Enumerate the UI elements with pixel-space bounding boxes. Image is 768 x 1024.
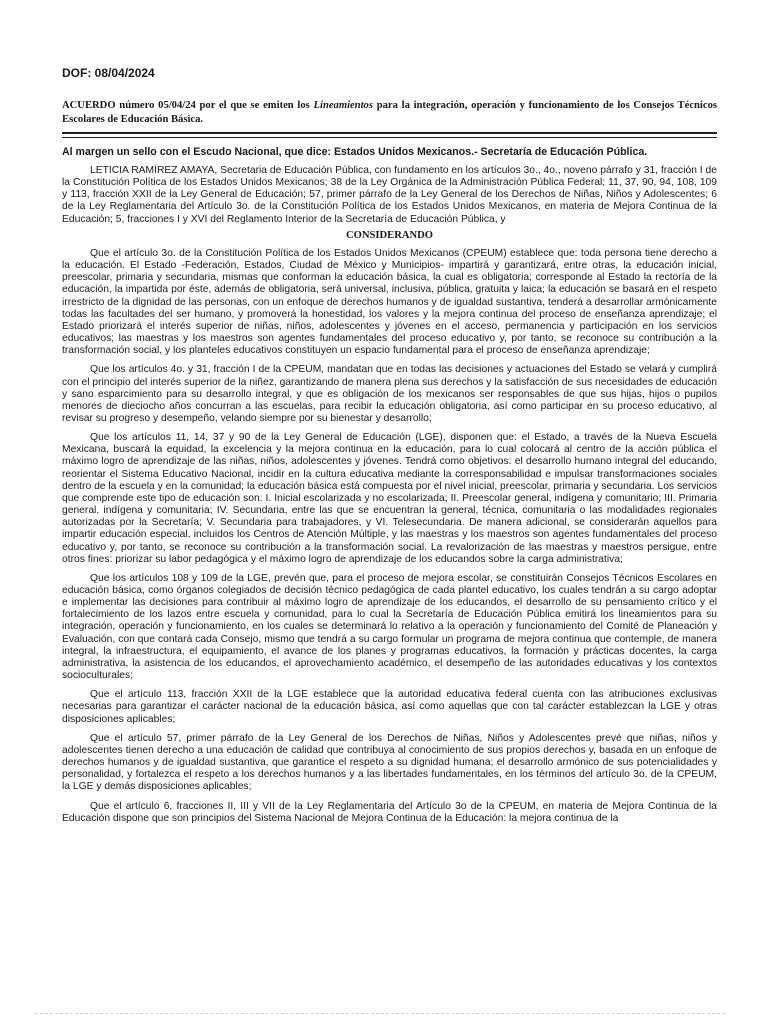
intro-paragraph: LETICIA RAMÍREZ AMAYA, Secretaria de Educación Pública, con fundamento en los artículos 3o., 4o., noveno párrafo y 31, fracción I de la Constitución Política de los Estados Unidos Mexicanos; 38 de la Ley Orgánica de la Administración Pública Federal; 11, 37, 90, 94, 108, 109 y 113, fracción XXII de la Ley General de Educación; 57, primer párrafo de la Ley General de los Derechos de Niñas, Niños y Adolescentes; 6 de la Ley Reglamentaria del Artículo 3o. de la Constitución Política de los Estados Unidos Mexicanos, en materia de Mejora Continua de la Educación; 5, fracciones I y XVI del Reglamento Interior de la Secretaría de Educación Pública, y — [62, 165, 717, 225]
title-part-3: Lineamientos — [313, 100, 373, 111]
title-part-2: número 05/04/24 por el que se emiten los — [119, 100, 314, 111]
paragraph: Que el artículo 6, fracciones II, III y VII de la Ley Reglamentaria del Artículo 3o de la CPEUM, en materia de Mejora Continua de la Educación dispone que son principios del Sistema Nacional de Mejora Continua de la Educación: la mejora continua de la — [62, 800, 717, 824]
paragraph: Que el artículo 113, fracción XXII de la LGE establece que la autoridad educativa federal cuenta con las atribuciones exclusivas necesarias para garantizar el carácter nacional de la educación básica, así como aquellas que con tal carácter establezcan la LGE y otras disposiciones aplicables; — [62, 689, 717, 725]
paragraph: Que el artículo 57, primer párrafo de la Ley General de los Derechos de Niñas, Niños y Adolescentes prevé que niñas, niños y adolescentes tienen derecho a una educación de calidad que contribuya al conocimiento de sus propios derechos y, basada en un enfoque de derechos humanos y de igualdad sustantiva, que garantice el respeto a su dignidad humana; el desarrollo armónico de sus potencialidades y personalidad, y fortalezca el respeto a los derechos humanos y a las libertades fundamentales, en los términos del artículo 3o. de la CPEUM, la LGE y demás disposiciones aplicables; — [62, 732, 717, 793]
considerando-heading: CONSIDERANDO — [345, 229, 434, 241]
paragraph: Que el artículo 3o. de la Constitución Política de los Estados Unidos Mexicanos (CPEUM) establece que: toda persona tiene derecho a la educación. El Estado -Federación, Estados, Ciudad de México y Municipios- impartirá y garantizará, entre otras, la educación inicial, preescolar, primaria y secundaria, mismas que conforman la educación básica, la cual es obligatoria; corresponde al Estado la rectoría de la educación, la impartida por éste, además de obligatoria, será universal, inclusiva, pública, gratuita y laica; la educación se basará en el respeto irrestricto de la dignidad de las personas, con un enfoque de derechos humanos y de igualdad sustantiva, tenderá a desarrollar armónicamente todas las facultades del ser humano, y promoverá la honestidad, los valores y la mejora continua del proceso de enseñanza aprendizaje; el Estado priorizará el interés superior de niñas, niños, adolescentes y jóvenes en el acceso, permanencia y participación en los servicios educativos; las maestras y los maestros son agentes fundamentales del proceso educativo y, por tanto, se reconoce su contribución a la transformación social, y los planteles educativos constituyen un espacio fundamental para el proceso de enseñanza aprendizaje; — [62, 247, 717, 357]
dof-date: DOF: 08/04/2024 — [62, 66, 155, 80]
paragraph: Que los artículos 11, 14, 37 y 90 de la Ley General de Educación (LGE), disponen que: el Estado, a través de la Nueva Escuela Mexicana, buscará la equidad, la excelencia y la mejora continua en la educación, para lo cual colocará al centro de la acción pública el máximo logro de aprendizaje de las niñas, niños, adolescentes y jóvenes. Tendrá como objetivos: el desarrollo humano integral del educando, reorientar el Sistema Educativo Nacional, incidir en la cultura educativa mediante la corresponsabilidad e impulsar transformaciones sociales dentro de la escuela y en la comunidad; la educación básica está compuesta por el nivel inicial, preescolar, primaria y secundaria. Los servicios que comprende este tipo de educación son: I. Inicial escolarizada y no escolarizada; II. Preescolar general, indígena y comunitario; III. Primaria general, indígena y comunitaria; IV. Secundaria, entre las que se encuentran la general, técnica, comunitaria o las modalidades regionales autorizadas por la Secretaría; V. Secundaria para trabajadores, y VI. Telesecundaria. De manera adicional, se considerarán aquellos para impartir educación especial, incluidos los Centros de Atención Múltiple, y las maestras y los maestros son agentes fundamentales del proceso educativo y, por tanto, se reconoce su contribución a la transformación social. La revalorización de las maestras y maestros persigue, entre otros fines: priorizar su labor pedagógica y el máximo logro de aprendizaje de los educandos sobre la carga administrativa; — [62, 432, 717, 565]
document-body — [62, 165, 717, 832]
margin-note: Al margen un sello con el Escudo Nacional, que dice: Estados Unidos Mexicanos.- Secretaría de Educación Pública. — [62, 146, 648, 158]
title-divider-thin — [62, 137, 717, 138]
paragraph: Que los artículos 108 y 109 de la LGE, prevén que, para el proceso de mejora escolar, se constituirán Consejos Técnicos Escolares en educación básica, como órganos colegiados de decisión técnico pedagógica de cada plantel educativo, los cuales tendrán a su cargo adoptar e implementar las decisiones para contribuir al máximo logro de aprendizaje de los educandos, el desarrollo de su pensamiento crítico y el fortalecimiento de los lazos entre escuela y comunidad, para lo cual la Secretaría de Educación Pública emitirá los lineamientos para su integración, operación y funcionamiento, en los cuales se determinará lo relativo a la operación y funcionamiento del Comité de Planeación y Evaluación, con que contará cada Consejo, mismo que tendrá a su cargo formular un programa de mejora continua que contemple, de manera integral, la infraestructura, el equipamiento, el avance de los planes y programas educativos, la formación y prácticas docentes, la carga administrativa, la asistencia de los educandos, el aprovechamiento académico, el desempeño de las autoridades educativas y los contextos socioculturales; — [62, 572, 717, 682]
title-part-4: para la integración, operación y funcionamiento de los Consejos Técnicos Escolares de Educación Básica. — [62, 100, 717, 125]
title-divider-thick — [62, 132, 717, 134]
document-title — [62, 99, 717, 126]
title-part-1: ACUERDO — [62, 100, 120, 111]
page-footer-divider — [35, 1013, 725, 1018]
paragraph: Que los artículos 4o. y 31, fracción I de la CPEUM, mandatan que en todas las decisiones y actuaciones del Estado se velará y cumplirá con el principio del interés superior de la niñez, garantizando de manera plena sus derechos y la satisfacción de sus necesidades de educación y sano esparcimiento para su desarrollo integral, y que es obligación de los mexicanos ser responsables de que sus hijas, hijos o pupilos menores de dieciocho años concurran a las escuelas, para recibir la educación obligatoria, así como participar en su proceso educativo, al revisar su progreso y desempeño, velando siempre por su bienestar y desarrollo; — [62, 364, 717, 424]
